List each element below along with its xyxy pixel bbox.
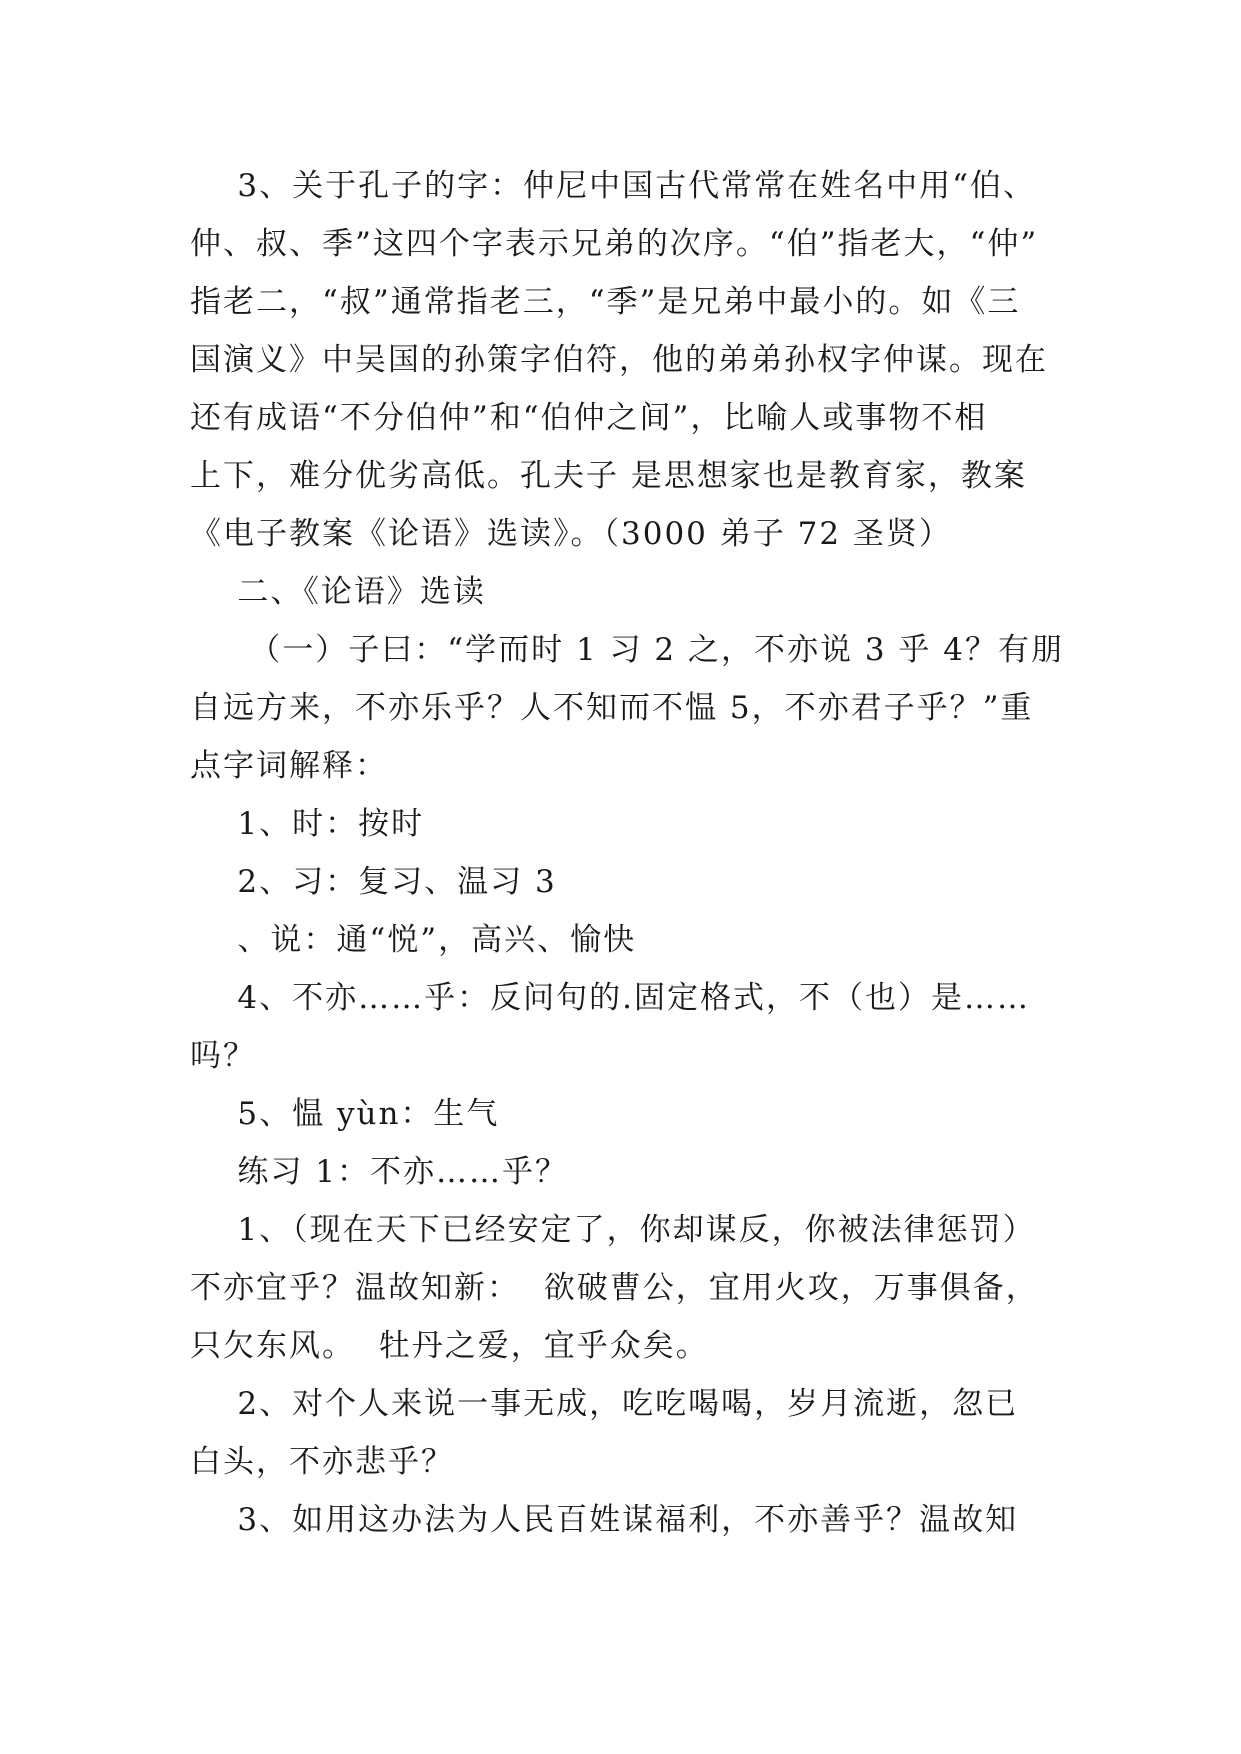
text-line: 5、愠 yùn：生气: [190, 1096, 500, 1132]
text-line: 国演义》中吴国的孙策字伯符，他的弟弟孙权字仲谋。现在: [190, 342, 1048, 378]
text-line: （一）子曰：“学而时 1 习 2 之，不亦说 3 乎 4？有朋: [190, 632, 1064, 668]
text-line: 上下，难分优劣高低。孔夫子 是思想家也是教育家，教案: [190, 458, 1027, 494]
text-line: 仲、叔、季”这四个字表示兄弟的次序。“伯”指老大，“仲”: [190, 226, 1039, 262]
text-line: 吗？: [190, 1038, 256, 1074]
text-line: 自远方来，不亦乐乎？人不知而不愠 5，不亦君子乎？”重: [190, 690, 1034, 726]
text-line: 《电子教案《论语》选读》。（3000 弟子 72 圣贤）: [190, 516, 952, 552]
text-line: 只欠东风。 牡丹之爱，宜乎众矣。: [190, 1328, 709, 1364]
text-line: 3、关于孔子的字：仲尼中国古代常常在姓名中用“伯、: [190, 168, 1036, 204]
text-line: 2、习：复习、温习 3: [190, 864, 557, 900]
section-heading: 二、《论语》选读: [190, 574, 486, 610]
document-body: [190, 157, 1064, 1549]
text-line: 白头，不亦悲乎？: [190, 1444, 454, 1480]
text-line: 4、不亦……乎：反问句的.固定格式，不（也）是……: [190, 980, 1030, 1016]
text-line: 指老二，“叔”通常指老三，“季”是兄弟中最小的。如《三: [190, 284, 1021, 320]
text-line: 、说：通“悦”，高兴、愉快: [190, 922, 637, 958]
text-line: 1、（现在天下已经安定了，你却谋反，你被法律惩罚）: [190, 1212, 1036, 1248]
text-line: 3、如用这办法为人民百姓谋福利，不亦善乎？温故知: [190, 1502, 1019, 1538]
text-line: 不亦宜乎？温故知新： 欲破曹公，宜用火攻，万事俱备，: [190, 1270, 1039, 1306]
text-line: 点字词解释：: [190, 748, 388, 784]
text-line: 1、时：按时: [190, 806, 425, 842]
text-line: 练习 1：不亦……乎？: [190, 1154, 568, 1190]
text-line: 2、对个人来说一事无成，吃吃喝喝，岁月流逝，忽已: [190, 1386, 1019, 1422]
text-line: 还有成语“不分伯仲”和“伯仲之间”，比喻人或事物不相: [190, 400, 988, 436]
